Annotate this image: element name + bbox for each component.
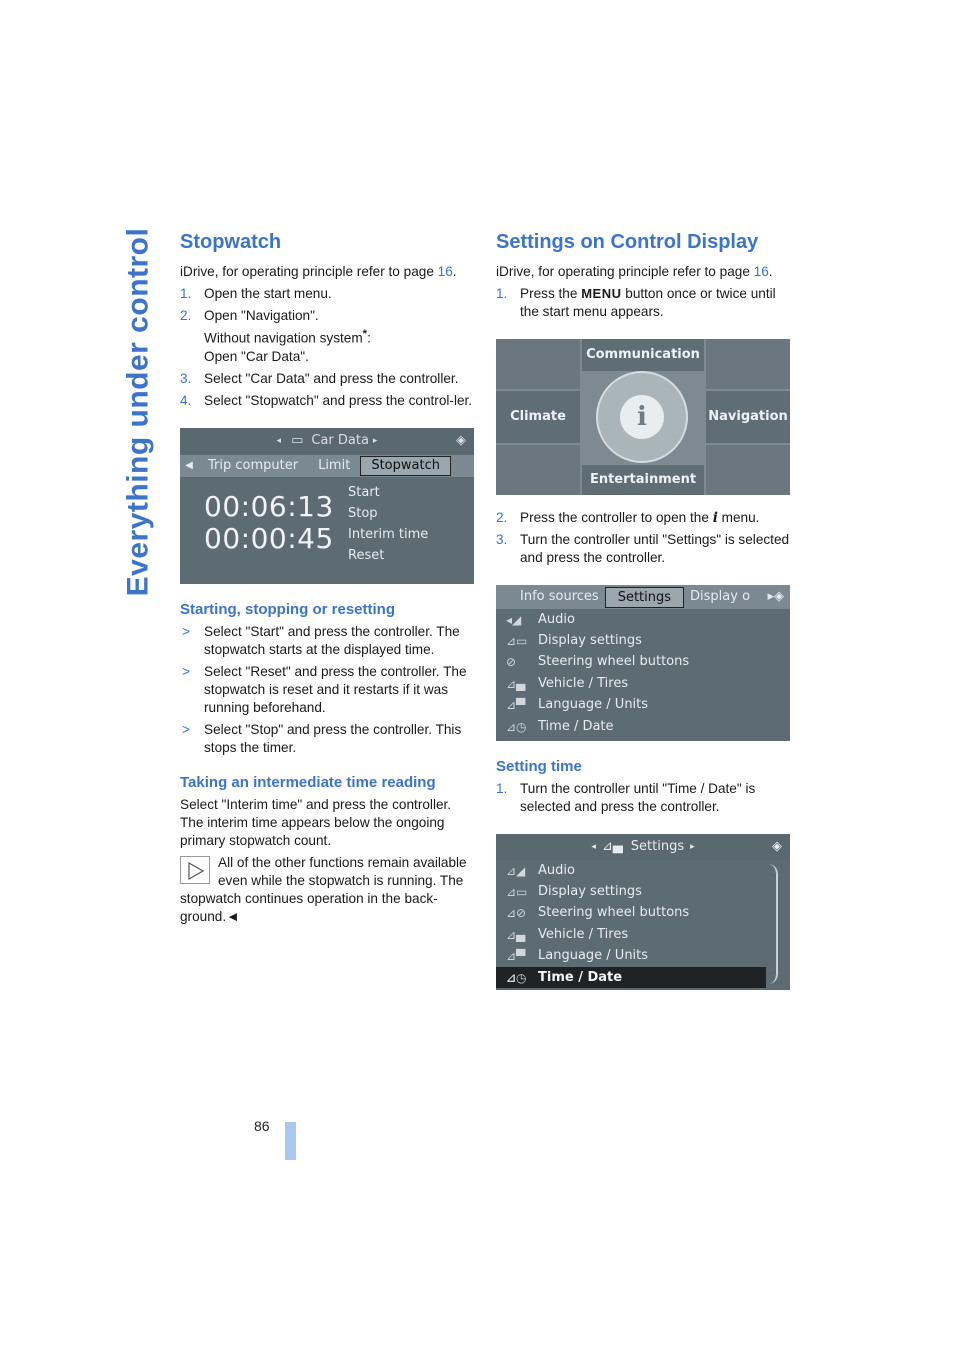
list-item[interactable] — [506, 695, 790, 716]
steering-wheel-icon: ⊿⊘ — [506, 906, 527, 921]
screen-title: Car Data — [311, 432, 369, 448]
list-item[interactable] — [506, 946, 790, 967]
controller-icon: ▸◈ — [767, 589, 784, 604]
list-text: Select "Stop" and press the controller. This stops the timer. — [204, 721, 462, 755]
menu-interim-time[interactable]: Interim time — [348, 526, 429, 542]
steering-wheel-icon: ⊘ — [506, 655, 517, 670]
chevron-right-icon: ▸ — [372, 435, 378, 446]
stopwatch-steps — [180, 285, 474, 410]
item-label: Audio — [538, 862, 575, 878]
menu-communication[interactable]: Communication — [582, 339, 704, 371]
tab-limit[interactable]: Limit — [318, 457, 351, 473]
chevron-left-icon: ◂ — [276, 435, 282, 446]
page-number-bar — [285, 1122, 296, 1160]
step-text: menu. — [717, 510, 760, 525]
list-item — [180, 623, 474, 659]
step-text: Open the start menu. — [204, 286, 332, 301]
setting-time-heading: Setting time — [496, 758, 582, 775]
settings-steps-a — [496, 285, 790, 321]
note-block — [180, 854, 474, 926]
list-item — [180, 721, 474, 757]
bullet-marker: > — [182, 623, 190, 639]
audio-icon: ◂◢ — [506, 612, 522, 627]
item-label: Audio — [538, 611, 575, 627]
step-item — [496, 531, 790, 567]
item-label: Display settings — [538, 633, 642, 649]
settings-list — [496, 609, 790, 737]
left-column — [180, 230, 474, 926]
item-label: Language / Units — [538, 697, 649, 713]
info-menu-icon: i — [712, 510, 718, 526]
step-number: 3. — [180, 370, 192, 386]
menu-button-icon: MENU — [581, 286, 622, 301]
language-icon: ⊿▀ — [506, 698, 526, 713]
chapter-side-title-text: Everything under control — [121, 227, 154, 597]
settings-list — [496, 860, 790, 988]
settings-tab-screen — [496, 585, 790, 741]
list-item[interactable] — [506, 924, 790, 945]
step-number: 4. — [180, 392, 192, 408]
chevron-left-icon: ◂ — [591, 842, 596, 852]
list-item[interactable] — [506, 609, 790, 630]
item-label: Steering wheel buttons — [538, 654, 690, 670]
scroll-arc — [768, 864, 778, 984]
intro-period: . — [768, 264, 773, 279]
chapter-side-title — [118, 227, 158, 597]
step-text: Without navigation system — [204, 330, 363, 346]
screen-titlebar — [180, 428, 474, 454]
tab-stopwatch[interactable]: Stopwatch — [360, 456, 451, 476]
item-label: Display settings — [538, 884, 642, 900]
menu-navigation[interactable]: Navigation — [706, 391, 790, 443]
starting-heading: Starting, stopping or resetting — [180, 600, 396, 618]
corner-cell — [496, 339, 580, 389]
stopwatch-screen — [180, 428, 474, 584]
item-label: Time / Date — [538, 969, 623, 985]
step-text: Open "Navigation". — [204, 308, 319, 323]
list-item[interactable] — [506, 630, 790, 651]
controller-icon: ◈ — [772, 839, 782, 854]
screen-titlebar — [496, 834, 790, 860]
step-item — [180, 307, 474, 366]
intro-period: . — [452, 264, 457, 279]
car-icon: ⊿▄ — [506, 676, 526, 691]
tab-settings[interactable]: Settings — [605, 587, 684, 608]
item-label: Vehicle / Tires — [538, 675, 629, 691]
item-label: Steering wheel buttons — [538, 905, 690, 921]
car-icon: ⊿▄ — [601, 839, 623, 854]
page-link[interactable]: 16 — [753, 264, 769, 279]
settings-heading: Settings on Control Display — [496, 231, 759, 253]
item-label: Language / Units — [538, 948, 649, 964]
right-column — [496, 230, 790, 1004]
step-item — [180, 392, 474, 410]
end-marker: ◄ — [226, 908, 240, 924]
screen-tabs — [180, 455, 474, 477]
page-number: 86 — [254, 1118, 270, 1134]
step-text: Turn the controller until "Time / Date" is selected and press the controller. — [520, 781, 756, 814]
list-item[interactable] — [506, 860, 790, 881]
note-text: All of the other functions remain available even while the stopwatch is running. The stopwatch continues operation in the back-ground. — [180, 854, 467, 924]
tab-display[interactable]: Display o — [690, 589, 751, 604]
settings-intro — [496, 263, 790, 281]
intermediate-text: Select "Interim time" and press the controller. The interim time appears below the ongoing primary stopwatch count. — [180, 796, 452, 848]
step-item — [496, 780, 790, 816]
stopwatch-heading: Stopwatch — [180, 231, 282, 253]
step-text: button once or twice until the start menu appears. — [520, 286, 776, 319]
screen-tabs — [496, 585, 790, 609]
bullet-marker: > — [182, 663, 190, 679]
primary-time: 00:06:13 — [204, 489, 334, 523]
step-number: 1. — [496, 781, 508, 796]
step-number: 2. — [496, 510, 508, 525]
settings-steps-b — [496, 509, 790, 567]
list-item[interactable] — [506, 903, 790, 924]
display-icon: ⊿▭ — [506, 634, 528, 649]
corner-cell — [706, 339, 790, 389]
menu-entertainment[interactable]: Entertainment — [582, 465, 704, 495]
corner-cell — [706, 445, 790, 495]
item-label: Time / Date — [538, 718, 614, 734]
settings-list-screen — [496, 834, 790, 990]
option-star: * — [362, 328, 368, 340]
note-triangle-icon — [180, 856, 210, 884]
step-item — [180, 285, 474, 303]
controller-knob[interactable] — [596, 371, 688, 463]
tab-left-arrow-icon: ◀ — [185, 459, 193, 471]
tab-trip-computer[interactable]: Trip computer — [208, 457, 299, 473]
item-label: Vehicle / Tires — [538, 926, 629, 942]
list-text: Select "Start" and press the controller. The stopwatch starts at the displayed time. — [204, 623, 460, 657]
step-number: 2. — [180, 308, 192, 323]
stopwatch-intro — [180, 263, 474, 281]
list-item[interactable] — [506, 652, 790, 673]
menu-stop[interactable]: Stop — [348, 505, 378, 521]
controller-icon: ◈ — [456, 432, 466, 448]
step-number: 1. — [496, 286, 508, 301]
computer-icon: ▭ — [291, 432, 304, 448]
audio-icon: ⊿◢ — [506, 863, 526, 878]
step-text: : — [367, 330, 371, 346]
car-icon: ⊿▄ — [506, 927, 526, 942]
intro-text: iDrive, for operating principle refer to page — [180, 264, 438, 279]
step-item — [496, 509, 790, 527]
intro-text: iDrive, for operating principle refer to page — [496, 264, 754, 279]
list-item[interactable] — [506, 881, 790, 902]
step-text: Open "Car Data". — [204, 348, 309, 364]
step-item — [496, 285, 790, 321]
list-item[interactable] — [506, 716, 790, 737]
starting-list — [180, 623, 474, 757]
screen-title: Settings — [630, 839, 685, 854]
step-text: Select "Stopwatch" and press the control-ler. — [204, 392, 473, 408]
step-text: Select "Car Data" and press the controller. — [204, 370, 459, 386]
step-text: Turn the controller until "Settings" is selected and press the controller. — [520, 532, 790, 565]
corner-cell — [496, 445, 580, 495]
stopwatch-menu — [348, 482, 428, 566]
intermediate-heading: Taking an intermediate time reading — [180, 773, 436, 791]
clock-icon: ⊿◷ — [506, 719, 527, 734]
list-item-selected[interactable] — [496, 967, 766, 988]
list-item[interactable] — [506, 673, 790, 694]
chevron-right-icon: ▸ — [690, 842, 695, 852]
step-text: Press the controller to open the — [520, 510, 713, 525]
interim-time: 00:00:45 — [204, 521, 334, 555]
tab-info-sources[interactable]: Info sources — [520, 589, 599, 604]
step-item — [180, 370, 474, 388]
clock-icon: ⊿◷ — [506, 970, 527, 985]
bullet-marker: > — [182, 721, 190, 737]
list-text: Select "Reset" and press the controller. The stopwatch is reset and it restarts if it was running beforehand. — [204, 663, 467, 715]
menu-start[interactable]: Start — [348, 484, 380, 500]
language-icon: ⊿▀ — [506, 949, 526, 964]
step-number: 3. — [496, 532, 508, 547]
display-icon: ⊿▭ — [506, 885, 528, 900]
info-icon[interactable]: i — [620, 395, 664, 439]
page-link[interactable]: 16 — [437, 264, 453, 279]
step-text: Press the — [520, 286, 582, 301]
menu-climate[interactable]: Climate — [496, 391, 580, 443]
step-number: 1. — [180, 286, 192, 301]
list-item — [180, 663, 474, 717]
setting-time-steps — [496, 780, 790, 816]
start-menu-screen — [496, 339, 790, 495]
menu-reset[interactable]: Reset — [348, 547, 385, 563]
